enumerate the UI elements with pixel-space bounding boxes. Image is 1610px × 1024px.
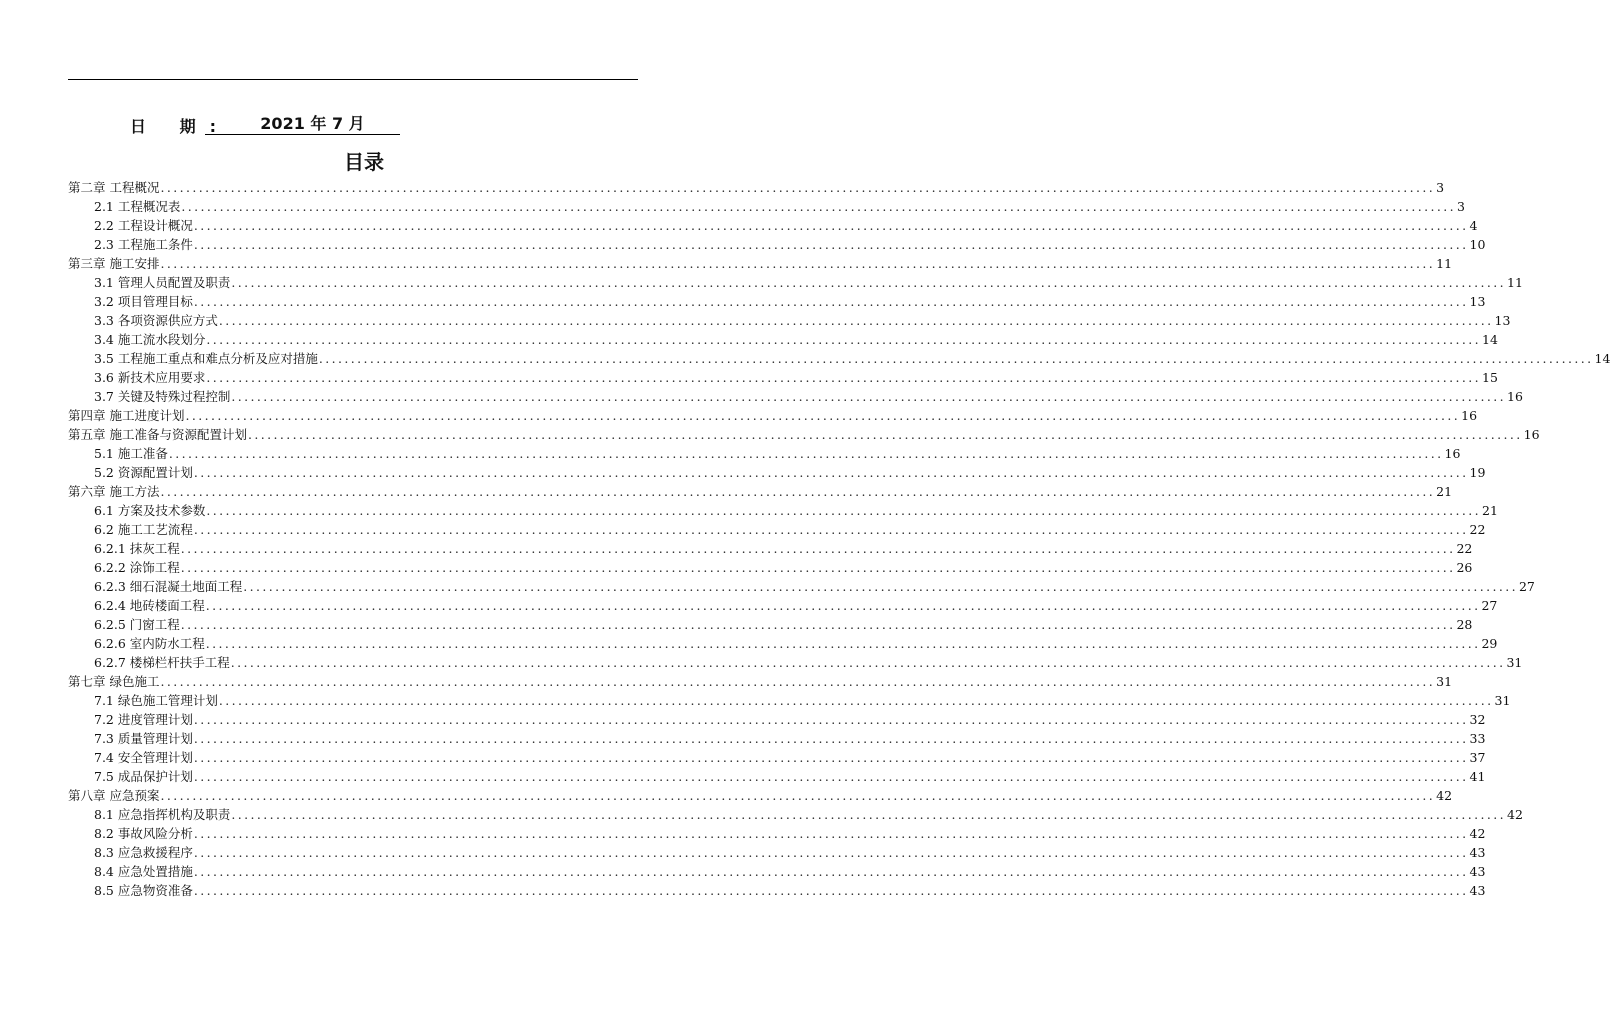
toc-entry-page-number: 13 [1494, 313, 1511, 328]
toc-entry-label: 第八章 应急预案 [68, 788, 160, 803]
dot-leader: ........................................................................................................................................................................................................ [193, 826, 1469, 841]
toc-entry-label: 6.2 施工工艺流程 [94, 522, 193, 537]
toc-entry-page-number: 19 [1469, 465, 1486, 480]
dot-leader: ........................................................................................................................................................................................................ [231, 275, 1507, 290]
toc-entry-page-number: 4 [1469, 218, 1478, 233]
toc-entry[interactable] [68, 786, 1453, 805]
dot-leader: ........................................................................................................................................................................................................ [160, 256, 1436, 271]
toc-entry-label: 3.6 新技术应用要求 [94, 370, 206, 385]
toc-title: 目录 [344, 150, 384, 174]
toc-entry-page-number: 22 [1469, 522, 1486, 537]
dot-leader: ........................................................................................................................................................................................................ [193, 883, 1469, 898]
toc-entry-label: 7.2 进度管理计划 [94, 712, 193, 727]
toc-entry-page-number: 42 [1469, 826, 1486, 841]
toc-entry-label: 7.3 质量管理计划 [94, 731, 193, 746]
toc-entry-label: 3.1 管理人员配置及职责 [94, 275, 231, 290]
toc-entry-label: 3.3 各项资源供应方式 [94, 313, 218, 328]
dot-leader: ........................................................................................................................................................................................................ [206, 332, 1482, 347]
toc-entry-page-number: 22 [1456, 541, 1473, 556]
toc-entry[interactable] [68, 349, 1610, 368]
dot-leader: ........................................................................................................................................................................................................ [230, 655, 1506, 670]
toc-entry-label: 8.5 应急物资准备 [94, 883, 193, 898]
dot-leader: ........................................................................................................................................................................................................ [193, 294, 1469, 309]
toc-entry[interactable] [68, 843, 1486, 862]
toc-entry-label: 2.3 工程施工条件 [94, 237, 193, 252]
dot-leader: ........................................................................................................................................................................................................ [180, 617, 1456, 632]
toc-entry[interactable] [68, 482, 1453, 501]
table-of-contents [68, 178, 1610, 900]
dot-leader: ........................................................................................................................................................................................................ [193, 712, 1469, 727]
toc-entry-label: 第七章 绿色施工 [68, 674, 160, 689]
toc-entry-page-number: 16 [1523, 427, 1540, 442]
toc-entry[interactable] [68, 558, 1473, 577]
header-rule [68, 79, 638, 80]
toc-entry[interactable] [68, 235, 1486, 254]
toc-entry-label: 8.3 应急救援程序 [94, 845, 193, 860]
toc-entry-page-number: 26 [1456, 560, 1473, 575]
toc-entry[interactable] [68, 596, 1498, 615]
toc-entry-label: 3.5 工程施工重点和难点分析及应对措施 [94, 351, 318, 366]
dot-leader: ........................................................................................................................................................................................................ [160, 180, 1436, 195]
toc-entry-label: 2.1 工程概况表 [94, 199, 181, 214]
toc-entry-label: 3.7 关键及特殊过程控制 [94, 389, 231, 404]
dot-leader: ........................................................................................................................................................................................................ [160, 788, 1436, 803]
toc-entry-page-number: 21 [1482, 503, 1498, 518]
dot-leader: ........................................................................................................................................................................................................ [168, 446, 1444, 461]
toc-entry-label: 8.1 应急指挥机构及职责 [94, 807, 231, 822]
toc-entry-page-number: 31 [1436, 674, 1453, 689]
toc-entry-page-number: 16 [1461, 408, 1478, 423]
toc-entry-label: 第二章 工程概况 [68, 180, 160, 195]
dot-leader: ........................................................................................................................................................................................................ [205, 598, 1481, 613]
dot-leader: ........................................................................................................................................................................................................ [205, 636, 1481, 651]
toc-entry-label: 第六章 施工方法 [68, 484, 160, 499]
dot-leader: ........................................................................................................................................................................................................ [231, 389, 1507, 404]
toc-entry[interactable] [68, 292, 1486, 311]
dot-leader: ........................................................................................................................................................................................................ [218, 313, 1494, 328]
dot-leader: ........................................................................................................................................................................................................ [231, 807, 1507, 822]
toc-entry-label: 8.2 事故风险分析 [94, 826, 193, 841]
toc-entry-label: 6.2.4 地砖楼面工程 [94, 598, 205, 613]
toc-entry-label: 2.2 工程设计概况 [94, 218, 193, 233]
dot-leader: ........................................................................................................................................................................................................ [181, 199, 1457, 214]
toc-entry[interactable] [68, 197, 1465, 216]
toc-entry-page-number: 43 [1469, 845, 1486, 860]
dot-leader: ........................................................................................................................................................................................................ [185, 408, 1461, 423]
toc-entry-page-number: 3 [1457, 199, 1465, 214]
toc-entry[interactable] [68, 577, 1535, 596]
toc-entry-page-number: 13 [1469, 294, 1486, 309]
toc-entry-page-number: 37 [1469, 750, 1486, 765]
toc-entry-label: 第五章 施工准备与资源配置计划 [68, 427, 247, 442]
toc-entry-page-number: 42 [1436, 788, 1453, 803]
toc-entry-label: 6.2.5 门窗工程 [94, 617, 180, 632]
toc-entry[interactable] [68, 691, 1511, 710]
toc-entry[interactable] [68, 216, 1478, 235]
toc-entry-label: 6.1 方案及技术参数 [94, 503, 206, 518]
toc-entry[interactable] [68, 368, 1498, 387]
dot-leader: ........................................................................................................................................................................................................ [160, 484, 1436, 499]
toc-entry[interactable] [68, 406, 1478, 425]
toc-entry[interactable] [68, 748, 1486, 767]
toc-entry-page-number: 28 [1456, 617, 1473, 632]
toc-entry-page-number: 27 [1518, 579, 1535, 594]
toc-entry-label: 6.2.7 楼梯栏杆扶手工程 [94, 655, 230, 670]
dot-leader: ........................................................................................................................................................................................................ [206, 370, 1482, 385]
toc-entry[interactable] [68, 539, 1473, 558]
toc-entry[interactable] [68, 672, 1453, 691]
toc-entry-label: 6.2.6 室内防水工程 [94, 636, 205, 651]
dot-leader: ........................................................................................................................................................................................................ [193, 465, 1469, 480]
dot-leader: ........................................................................................................................................................................................................ [193, 769, 1469, 784]
toc-entry[interactable] [68, 387, 1523, 406]
toc-entry[interactable] [68, 178, 1445, 197]
dot-leader: ........................................................................................................................................................................................................ [193, 237, 1469, 252]
dot-leader: ........................................................................................................................................................................................................ [180, 560, 1456, 575]
toc-entry-page-number: 31 [1506, 655, 1523, 670]
toc-entry-page-number: 16 [1444, 446, 1461, 461]
toc-entry-label: 5.2 资源配置计划 [94, 465, 193, 480]
toc-entry-page-number: 11 [1507, 275, 1523, 290]
dot-leader: ........................................................................................................................................................................................................ [160, 674, 1436, 689]
toc-entry-page-number: 14 [1594, 351, 1610, 366]
toc-entry-page-number: 43 [1469, 864, 1486, 879]
dot-leader: ........................................................................................................................................................................................................ [193, 218, 1469, 233]
toc-entry[interactable] [68, 273, 1523, 292]
toc-entry-page-number: 21 [1436, 484, 1453, 499]
toc-entry-page-number: 3 [1436, 180, 1445, 195]
toc-entry-label: 7.1 绿色施工管理计划 [94, 693, 218, 708]
toc-entry[interactable] [68, 634, 1498, 653]
toc-entry-page-number: 31 [1494, 693, 1511, 708]
toc-entry-label: 3.4 施工流水段划分 [94, 332, 206, 347]
dot-leader: ........................................................................................................................................................................................................ [318, 351, 1594, 366]
toc-entry[interactable] [68, 710, 1486, 729]
toc-entry-page-number: 41 [1469, 769, 1486, 784]
dot-leader: ........................................................................................................................................................................................................ [247, 427, 1523, 442]
toc-entry-page-number: 15 [1482, 370, 1498, 385]
date-value: 2021 年 7 月 [205, 114, 400, 135]
toc-entry[interactable] [68, 653, 1523, 672]
date-label: 日 期: [130, 117, 230, 136]
toc-entry-label: 8.4 应急处置措施 [94, 864, 193, 879]
toc-entry[interactable] [68, 805, 1523, 824]
dot-leader: ........................................................................................................................................................................................................ [180, 541, 1456, 556]
dot-leader: ........................................................................................................................................................................................................ [243, 579, 1518, 594]
toc-entry-label: 6.2.1 抹灰工程 [94, 541, 180, 556]
toc-entry-page-number: 33 [1469, 731, 1486, 746]
toc-entry-page-number: 27 [1481, 598, 1498, 613]
toc-entry[interactable] [68, 501, 1498, 520]
dot-leader: ........................................................................................................................................................................................................ [206, 503, 1482, 518]
toc-entry[interactable] [68, 463, 1486, 482]
toc-entry-page-number: 16 [1507, 389, 1523, 404]
toc-entry-page-number: 43 [1469, 883, 1486, 898]
toc-entry-page-number: 29 [1481, 636, 1498, 651]
toc-entry-label: 第三章 施工安排 [68, 256, 160, 271]
toc-entry-label: 3.2 项目管理目标 [94, 294, 193, 309]
toc-entry-page-number: 10 [1469, 237, 1486, 252]
toc-entry-label: 5.1 施工准备 [94, 446, 168, 461]
toc-entry[interactable] [68, 881, 1486, 900]
toc-entry-label: 7.5 成品保护计划 [94, 769, 193, 784]
toc-entry[interactable] [68, 311, 1511, 330]
toc-entry-label: 7.4 安全管理计划 [94, 750, 193, 765]
toc-entry-label: 第四章 施工进度计划 [68, 408, 185, 423]
toc-entry-label: 6.2.2 涂饰工程 [94, 560, 180, 575]
toc-entry[interactable] [68, 767, 1486, 786]
dot-leader: ........................................................................................................................................................................................................ [218, 693, 1494, 708]
toc-entry[interactable] [68, 862, 1486, 881]
toc-entry[interactable] [68, 520, 1486, 539]
toc-entry[interactable] [68, 330, 1498, 349]
toc-entry[interactable] [68, 824, 1486, 843]
toc-entry[interactable] [68, 254, 1453, 273]
dot-leader: ........................................................................................................................................................................................................ [193, 522, 1469, 537]
toc-entry-page-number: 14 [1482, 332, 1498, 347]
toc-entry-page-number: 42 [1507, 807, 1523, 822]
toc-entry[interactable] [68, 444, 1461, 463]
toc-entry-page-number: 32 [1469, 712, 1486, 727]
dot-leader: ........................................................................................................................................................................................................ [193, 731, 1469, 746]
toc-entry[interactable] [68, 425, 1540, 444]
toc-entry-page-number: 11 [1436, 256, 1453, 271]
dot-leader: ........................................................................................................................................................................................................ [193, 845, 1469, 860]
toc-entry[interactable] [68, 729, 1486, 748]
dot-leader: ........................................................................................................................................................................................................ [193, 864, 1469, 879]
toc-entry[interactable] [68, 615, 1473, 634]
toc-entry-label: 6.2.3 细石混凝土地面工程 [94, 579, 243, 594]
dot-leader: ........................................................................................................................................................................................................ [193, 750, 1469, 765]
